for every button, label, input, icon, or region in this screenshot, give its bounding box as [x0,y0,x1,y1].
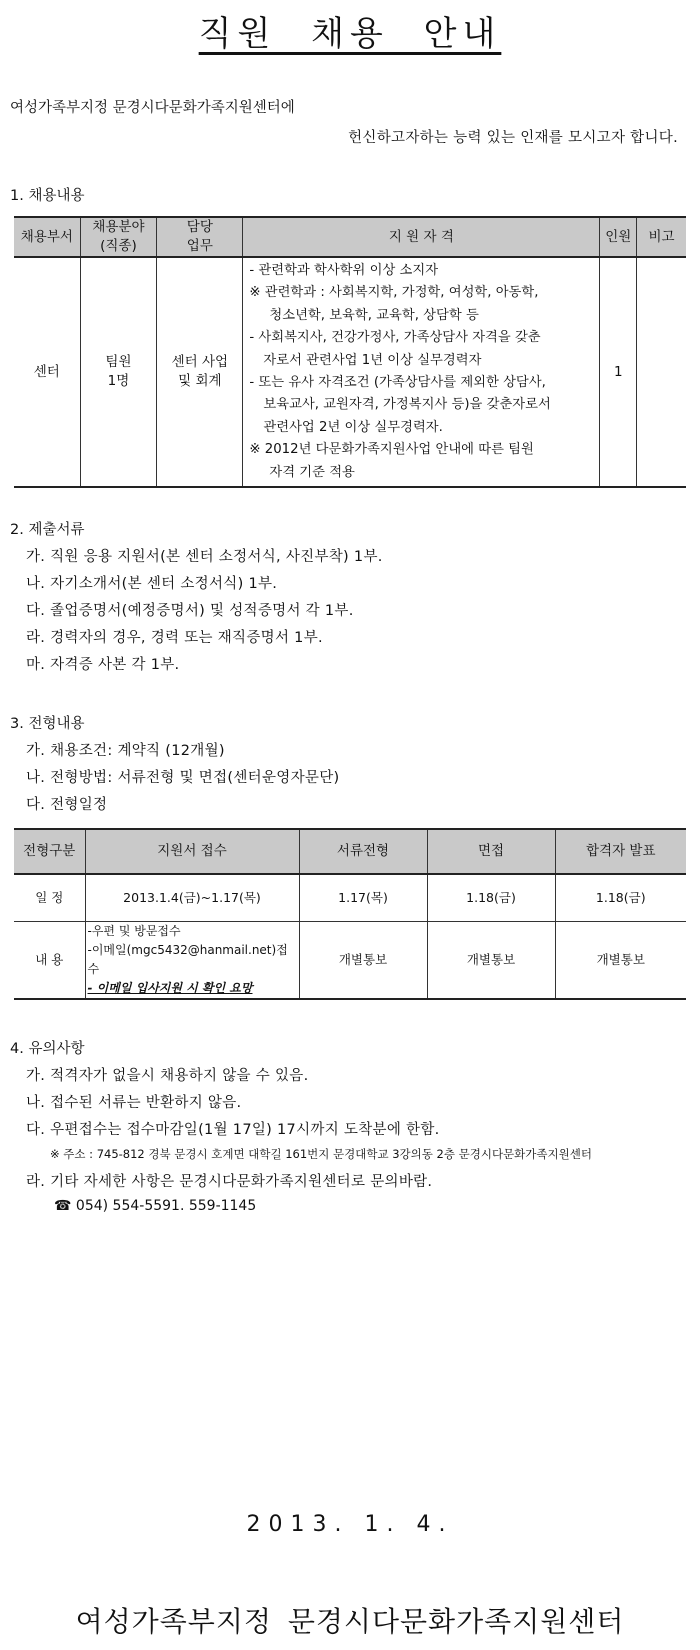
organization-name: 여성가족부지정 문경시다문화가족지원센터 [75,1605,625,1638]
selection-item: 나. 전형방법: 서류전형 및 면접(센터운영자문단) [26,770,340,786]
section-1-heading: 1. 채용내용 [10,188,85,204]
selection-item: 다. 전형일정 [26,797,108,813]
cell-dept: 센터 [14,257,80,487]
schedule-row-label: 내 용 [14,921,85,999]
cell-count: 1 [600,257,637,487]
header-dept: 채용부서 [14,217,80,257]
email-warning: - 이메일 입사지원 시 확인 요망 [87,980,253,995]
section-3-heading: 3. 전형내용 [10,716,85,732]
intro-line-1: 여성가족부지정 문경시다문화가족지원센터에 [10,100,295,116]
document-item: 가. 직원 응용 지원서(본 센터 소정서식, 사진부착) 1부. [26,549,383,565]
schedule-interview-content: 개별통보 [427,921,555,999]
selection-item: 가. 채용조건: 계약직 (12개월) [26,743,225,759]
header-note: 비고 [637,217,686,257]
schedule-interview-date: 1.18(금) [427,874,555,921]
schedule-header: 서류전형 [299,829,427,874]
header-field: 채용분야 (직종) [80,217,157,257]
address-note: ※ 주소 : 745-812 경북 문경시 호계면 대학길 161번지 문경대학교 3강의동 2층 문경시다문화가족지원센터 [50,1147,592,1161]
page-title: 직원 채용 안내 [198,14,502,54]
schedule-announce-content: 개별통보 [555,921,686,999]
phone-number: 054) 554-5591. 559-1145 [75,1198,257,1214]
notice-item: 나. 접수된 서류는 반환하지 않음. [26,1095,242,1111]
schedule-header: 지원서 접수 [85,829,299,874]
phone-line [54,1198,256,1214]
document-item: 라. 경력자의 경우, 경력 또는 재직증명서 1부. [26,630,323,646]
schedule-table [14,828,686,1000]
document-date: 2013. 1. 4. [246,1512,454,1537]
schedule-doc-date: 1.17(목) [299,874,427,921]
schedule-header: 면접 [427,829,555,874]
intro-line-2: 헌신하고자하는 능력 있는 인재를 모시고자 합니다. [348,130,678,146]
header-qualification: 지 원 자 격 [243,217,600,257]
document-item: 나. 자기소개서(본 센터 소정서식) 1부. [26,576,278,592]
recruitment-table [14,216,686,488]
cell-duty: 센터 사업 및 회계 [157,257,243,487]
cell-note [637,257,686,487]
header-count: 인원 [600,217,637,257]
notice-item: 라. 기타 자세한 사항은 문경시다문화가족지원센터로 문의바람. [26,1174,433,1190]
schedule-header: 합격자 발표 [555,829,686,874]
notice-item: 다. 우편접수는 접수마감일(1월 17일) 17시까지 도착분에 한함. [26,1122,440,1138]
schedule-receipt-method: -우편 및 방문접수 -이메일(mgc5432@hanmail.net)접수 - 이메일 입사지원 시 확인 요망 [85,921,299,999]
document-item: 다. 졸업증명서(예정증명서) 및 성적증명서 각 1부. [26,603,354,619]
section-4-heading: 4. 유의사항 [10,1041,85,1057]
schedule-doc-content: 개별통보 [299,921,427,999]
notice-item: 가. 적격자가 없을시 채용하지 않을 수 있음. [26,1068,309,1084]
telephone-icon: ☎ [54,1198,72,1214]
schedule-header: 전형구분 [14,829,85,874]
schedule-receipt-date: 2013.1.4(금)~1.17(목) [85,874,299,921]
document-item: 마. 자격증 사본 각 1부. [26,657,180,673]
schedule-row-label: 일 정 [14,874,85,921]
cell-field: 팀원 1명 [80,257,157,487]
header-duty: 담당 업무 [157,217,243,257]
section-2-heading: 2. 제출서류 [10,522,85,538]
schedule-announce-date: 1.18(금) [555,874,686,921]
cell-qualification: - 관련학과 학사학위 이상 소지자 ※ 관련학과 : 사회복지학, 가정학, 여성학, 아동학, 청소년학, 보육학, 교육학, 상담학 등 - 사회복지사, 건강가정사, 가족상담사 자격을 갖춘 자로서 관련사업 1년 이상 실무경력자 - 또는 유사 자격조건 (가족상담사를 제외한 상담사, 보육교사, 교원자격, 가정복지사 등)을 갖춘자로서 관련사업 2년 이상 실무경력자. ※ 2012년 다문화가족지원사업 안내에 따른 팀원 자격 기준 적용 [243,257,600,487]
